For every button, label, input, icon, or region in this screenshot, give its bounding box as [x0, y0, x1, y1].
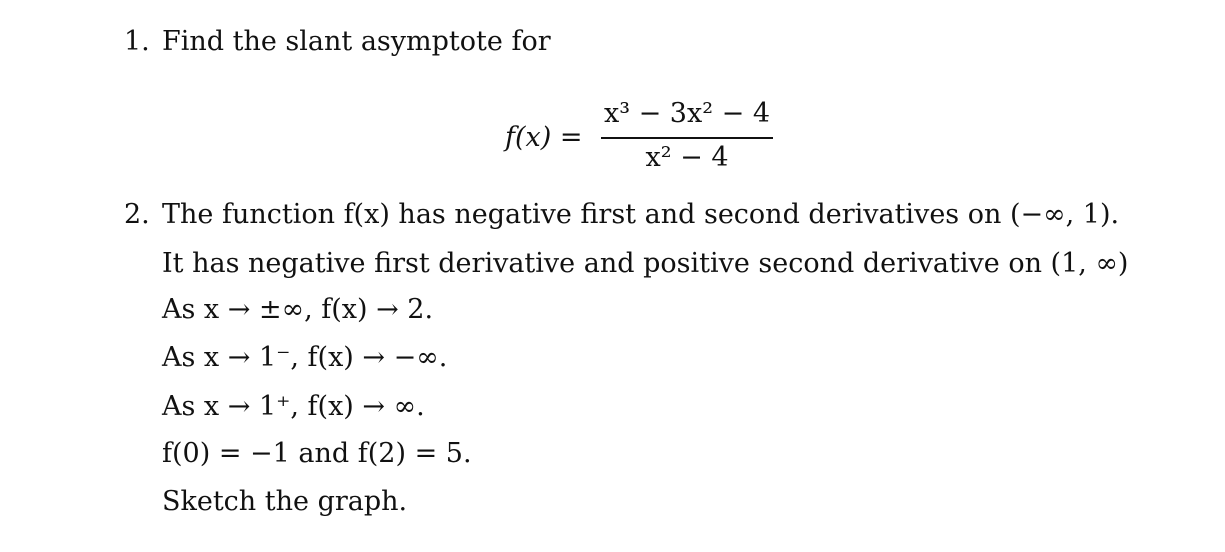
problem-2-line-3: As x → ±∞, f(x) → 2.	[162, 294, 434, 325]
problem-2-number: 2.	[124, 199, 150, 230]
fraction-bar	[601, 137, 773, 139]
problem-1-text: Find the slant asymptote for	[162, 26, 551, 57]
fraction-numerator: x³ − 3x² − 4	[603, 98, 771, 129]
problem-2-line-2: It has negative first derivative and positive second derivative on (1, ∞)	[162, 248, 1129, 279]
problem-2-line-7: Sketch the graph.	[162, 486, 408, 517]
fraction-denominator: x² − 4	[645, 142, 729, 173]
problem-2-line-5: As x → 1⁺, f(x) → ∞.	[162, 391, 425, 422]
problem-2-line-6: f(0) = −1 and f(2) = 5.	[162, 438, 472, 469]
problem-2-line-4: As x → 1⁻, f(x) → −∞.	[162, 342, 448, 373]
problem-2-line-1: The function f(x) has negative first and second derivatives on (−∞, 1).	[162, 199, 1120, 230]
problem-1-number: 1.	[124, 26, 150, 57]
equation-lhs: f(x) =	[505, 122, 583, 153]
